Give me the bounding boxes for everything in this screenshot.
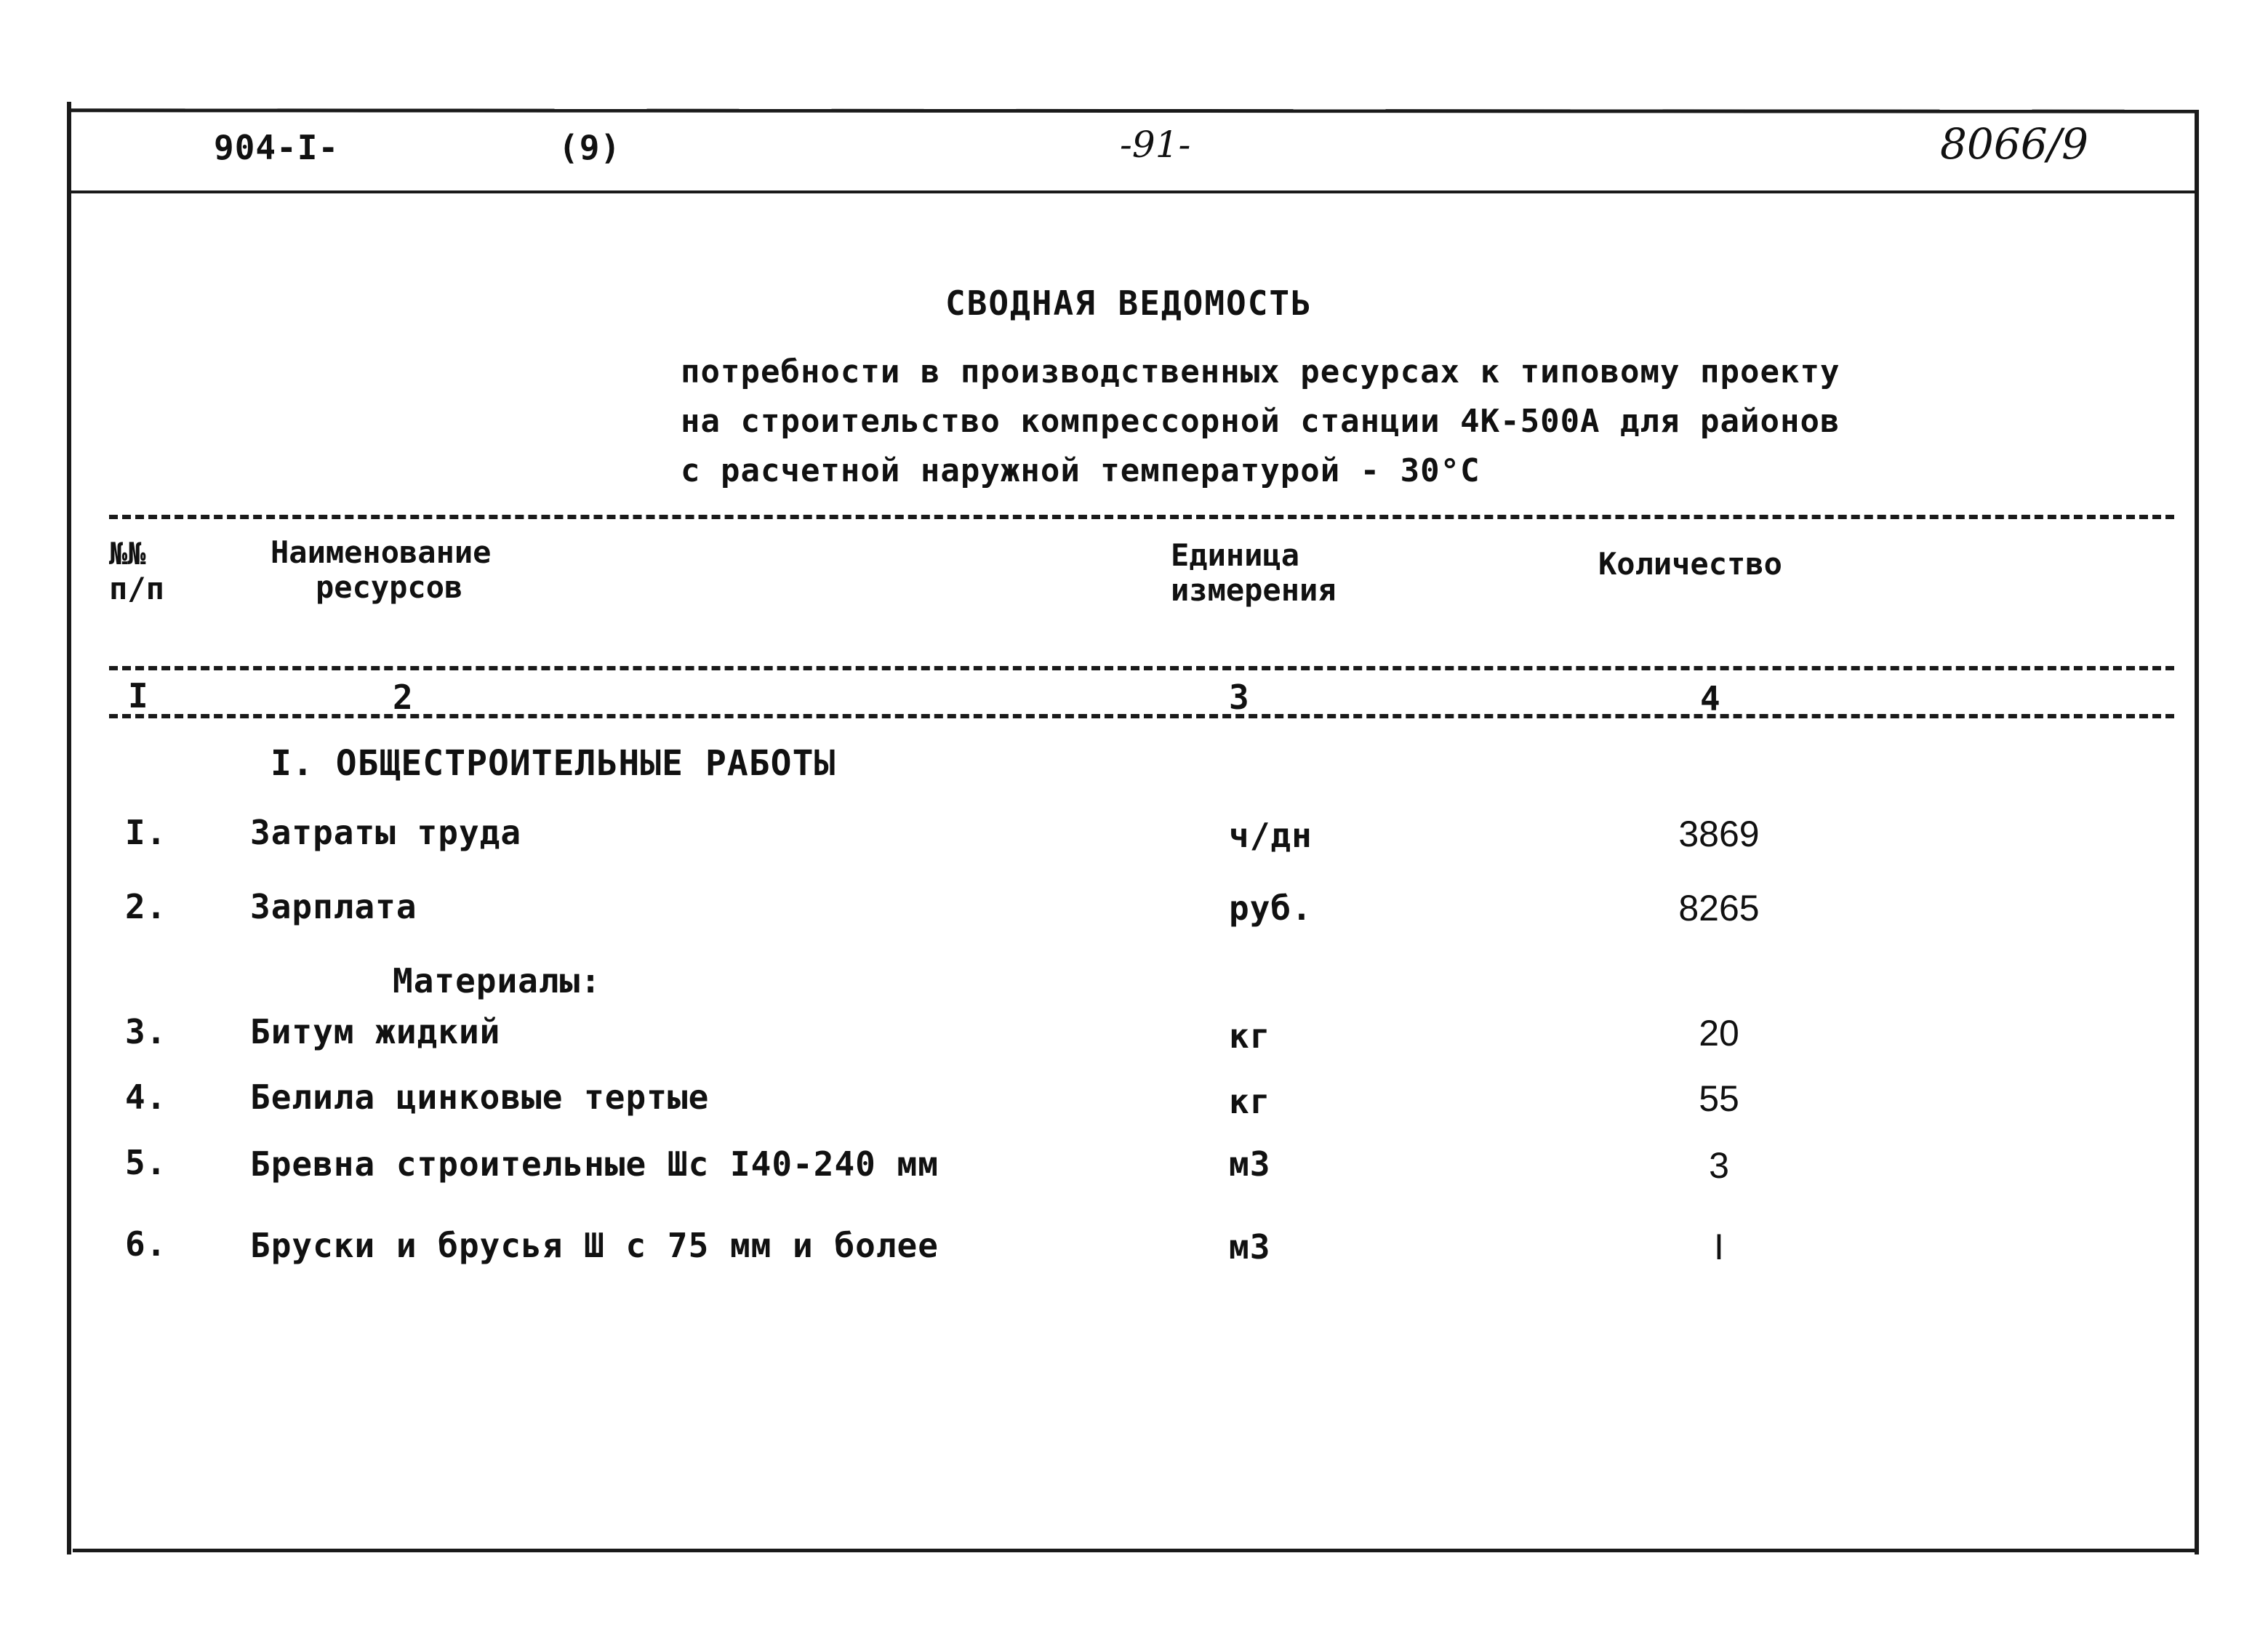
table-header-mid-rule — [109, 666, 2174, 670]
section-title: I. ОБЩЕСТРОИТЕЛЬНЫЕ РАБОТЫ — [271, 743, 836, 784]
row-unit: м3 — [1229, 1227, 1271, 1267]
col-number-4: 4 — [1700, 679, 1720, 718]
row-quantity: 8265 — [1678, 888, 1760, 928]
table-header-top-rule — [109, 515, 2174, 519]
row-unit: ч/дн — [1229, 816, 1313, 855]
col-header-num-line1: №№ — [109, 536, 146, 571]
inventory-number: 8066/9 — [1940, 119, 2089, 169]
subtitle-line-2: на строительство компрессорной станции 4К-500А для районов — [681, 403, 1840, 440]
col-header-unit — [1171, 538, 1337, 608]
part-number: (9) — [558, 128, 622, 167]
row-quantity: 3 — [1709, 1145, 1729, 1186]
frame-right-line — [2195, 111, 2199, 1554]
col-header-name-line2: ресурсов — [316, 569, 463, 605]
row-name: Затраты труда — [250, 813, 522, 852]
col-header-unit-line2: измерения — [1171, 572, 1337, 608]
row-unit: кг — [1229, 1082, 1271, 1121]
col-number-1: I — [128, 676, 148, 715]
row-number: 6. — [125, 1224, 167, 1264]
row-quantity: 20 — [1699, 1013, 1739, 1054]
col-header-name — [271, 535, 491, 605]
row-quantity: I — [1714, 1227, 1724, 1267]
row-quantity: 3869 — [1678, 814, 1760, 854]
row-unit: руб. — [1229, 888, 1313, 928]
table-header-bottom-rule — [109, 714, 2174, 718]
col-header-num — [109, 537, 164, 606]
materials-subheading: Материалы: — [393, 961, 601, 1000]
frame-bottom-line — [73, 1549, 2199, 1552]
header-divider-line — [70, 190, 2199, 193]
row-name: Бруски и брусья Ш с 75 мм и более — [250, 1226, 939, 1265]
row-number: 4. — [125, 1078, 167, 1117]
subtitle-line-1: потребности в производственных ресурсах к типовому проекту — [681, 353, 1840, 390]
row-quantity: 55 — [1699, 1078, 1739, 1119]
page-number: -91- — [1120, 124, 1191, 166]
frame-top-line — [70, 108, 2199, 113]
row-number: 5. — [125, 1143, 167, 1182]
col-number-2: 2 — [393, 678, 413, 717]
row-name: Битум жидкий — [250, 1012, 501, 1051]
page-title: СВОДНАЯ ВЕДОМОСТЬ — [945, 284, 1313, 323]
row-unit: м3 — [1229, 1144, 1271, 1184]
subtitle-line-3: с расчетной наружной температурой - 30°С — [681, 452, 1480, 489]
row-number: 2. — [125, 887, 167, 926]
frame-left-line — [67, 102, 71, 1554]
row-name: Бревна строительные Шс I40-240 мм — [250, 1144, 939, 1184]
col-header-name-line1: Наименование — [271, 534, 492, 570]
col-number-3: 3 — [1229, 678, 1249, 717]
row-unit: кг — [1229, 1016, 1271, 1056]
row-number: 3. — [125, 1012, 167, 1051]
row-name: Белила цинковые тертые — [250, 1078, 710, 1117]
col-header-unit-line1: Единица — [1171, 537, 1300, 573]
col-header-num-line2: п/п — [109, 571, 164, 606]
col-header-qty: Количество — [1598, 546, 1782, 582]
doc-code: 904-I- — [214, 128, 340, 167]
row-name: Зарплата — [250, 887, 417, 926]
row-number: I. — [125, 813, 167, 852]
